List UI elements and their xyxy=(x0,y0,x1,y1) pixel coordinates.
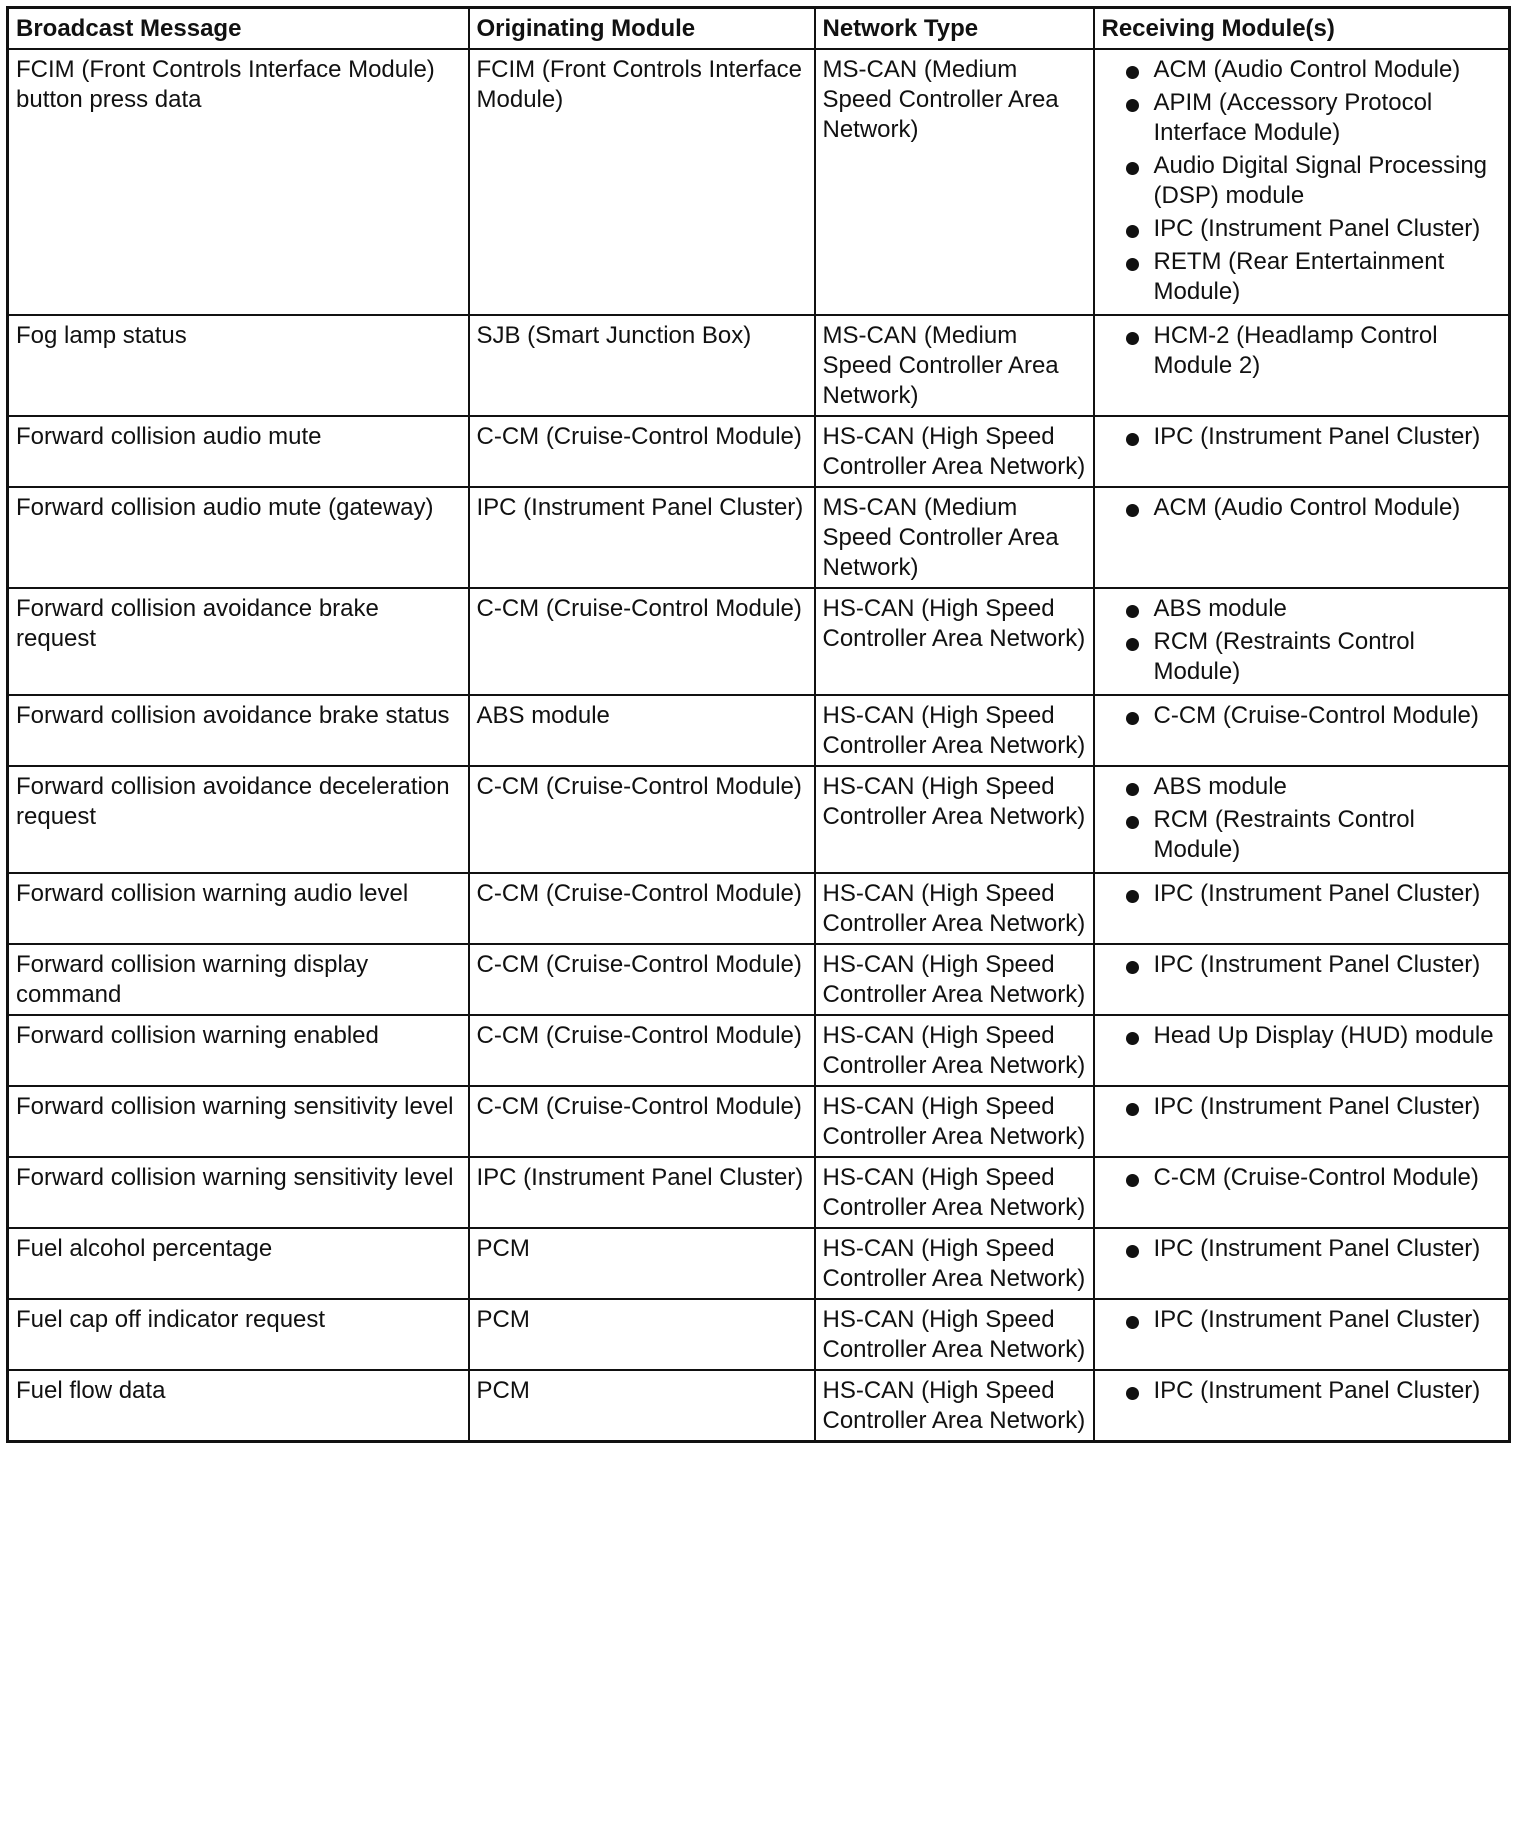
receiving-module-label: IPC (Instrument Panel Cluster) xyxy=(1153,423,1481,450)
receiving-modules-list xyxy=(1102,772,1503,865)
receiving-module-label: IPC (Instrument Panel Cluster) xyxy=(1153,1306,1481,1333)
network-type-cell: HS-CAN (High Speed Controller Area Network) xyxy=(815,1228,1094,1299)
network-type-cell: HS-CAN (High Speed Controller Area Network) xyxy=(815,1370,1094,1442)
bullet-icon xyxy=(1126,66,1139,79)
receiving-modules-list xyxy=(1102,55,1503,307)
receiving-modules-cell xyxy=(1094,766,1510,873)
broadcast-message-cell: Fuel flow data xyxy=(8,1370,469,1442)
receiving-modules-cell xyxy=(1094,416,1510,487)
broadcast-message-cell: Forward collision avoidance deceleration request xyxy=(8,766,469,873)
originating-module-cell: C-CM (Cruise-Control Module) xyxy=(469,944,815,1015)
bullet-icon xyxy=(1126,332,1139,345)
originating-module-cell: C-CM (Cruise-Control Module) xyxy=(469,766,815,873)
originating-module-cell: ABS module xyxy=(469,695,815,766)
list-item xyxy=(1102,1163,1503,1193)
receiving-modules-list xyxy=(1102,422,1503,452)
header-originating-module: Originating Module xyxy=(469,8,815,50)
list-item xyxy=(1102,493,1503,523)
originating-module-cell: PCM xyxy=(469,1370,815,1442)
network-type-cell: HS-CAN (High Speed Controller Area Network) xyxy=(815,588,1094,695)
originating-module-cell: C-CM (Cruise-Control Module) xyxy=(469,1015,815,1086)
list-item xyxy=(1102,1234,1503,1264)
receiving-modules-cell xyxy=(1094,487,1510,588)
receiving-modules-list xyxy=(1102,321,1503,381)
receiving-modules-cell xyxy=(1094,49,1510,315)
receiving-modules-cell xyxy=(1094,1086,1510,1157)
bullet-icon xyxy=(1126,1387,1139,1400)
bullet-icon xyxy=(1126,1174,1139,1187)
originating-module-cell: FCIM (Front Controls Interface Module) xyxy=(469,49,815,315)
receiving-modules-list xyxy=(1102,1376,1503,1406)
table-row xyxy=(8,695,1510,766)
originating-module-cell: C-CM (Cruise-Control Module) xyxy=(469,588,815,695)
originating-module-cell: C-CM (Cruise-Control Module) xyxy=(469,416,815,487)
originating-module-cell: PCM xyxy=(469,1228,815,1299)
receiving-module-label: ACM (Audio Control Module) xyxy=(1153,56,1461,83)
receiving-module-label: C-CM (Cruise-Control Module) xyxy=(1153,702,1479,729)
receiving-modules-list xyxy=(1102,950,1503,980)
list-item xyxy=(1102,627,1503,687)
receiving-module-label: ACM (Audio Control Module) xyxy=(1153,494,1461,521)
network-type-cell: HS-CAN (High Speed Controller Area Network) xyxy=(815,766,1094,873)
list-item xyxy=(1102,214,1503,244)
bullet-icon xyxy=(1126,162,1139,175)
broadcast-message-cell: Fuel alcohol percentage xyxy=(8,1228,469,1299)
receiving-module-label: C-CM (Cruise-Control Module) xyxy=(1153,1164,1479,1191)
bullet-icon xyxy=(1126,1245,1139,1258)
receiving-module-label: Head Up Display (HUD) module xyxy=(1153,1022,1494,1049)
header-broadcast-message: Broadcast Message xyxy=(8,8,469,50)
list-item xyxy=(1102,88,1503,148)
receiving-modules-cell xyxy=(1094,873,1510,944)
bullet-icon xyxy=(1126,1032,1139,1045)
table-row xyxy=(8,1299,1510,1370)
originating-module-cell: IPC (Instrument Panel Cluster) xyxy=(469,1157,815,1228)
network-type-cell: HS-CAN (High Speed Controller Area Network) xyxy=(815,1086,1094,1157)
receiving-module-label: IPC (Instrument Panel Cluster) xyxy=(1153,215,1481,242)
network-type-cell: HS-CAN (High Speed Controller Area Network) xyxy=(815,944,1094,1015)
network-type-cell: HS-CAN (High Speed Controller Area Network) xyxy=(815,1157,1094,1228)
list-item xyxy=(1102,1092,1503,1122)
receiving-modules-list xyxy=(1102,493,1503,523)
broadcast-message-cell: FCIM (Front Controls Interface Module) button press data xyxy=(8,49,469,315)
receiving-module-label: HCM-2 (Headlamp Control Module 2) xyxy=(1153,322,1438,379)
broadcast-message-table xyxy=(6,6,1511,1443)
bullet-icon xyxy=(1126,1103,1139,1116)
broadcast-message-cell: Forward collision warning sensitivity level xyxy=(8,1157,469,1228)
receiving-module-label: IPC (Instrument Panel Cluster) xyxy=(1153,1093,1481,1120)
header-receiving-modules: Receiving Module(s) xyxy=(1094,8,1510,50)
list-item xyxy=(1102,594,1503,624)
table-row xyxy=(8,49,1510,315)
receiving-modules-cell xyxy=(1094,1228,1510,1299)
receiving-modules-cell xyxy=(1094,1157,1510,1228)
list-item xyxy=(1102,701,1503,731)
originating-module-cell: C-CM (Cruise-Control Module) xyxy=(469,873,815,944)
broadcast-message-cell: Forward collision warning sensitivity level xyxy=(8,1086,469,1157)
broadcast-message-cell: Forward collision warning enabled xyxy=(8,1015,469,1086)
originating-module-cell: C-CM (Cruise-Control Module) xyxy=(469,1086,815,1157)
receiving-modules-list xyxy=(1102,1021,1503,1051)
receiving-module-label: ABS module xyxy=(1153,773,1287,800)
network-type-cell: MS-CAN (Medium Speed Controller Area Network) xyxy=(815,49,1094,315)
broadcast-message-cell: Forward collision audio mute xyxy=(8,416,469,487)
broadcast-message-cell: Fog lamp status xyxy=(8,315,469,416)
table-row xyxy=(8,1157,1510,1228)
table-row xyxy=(8,588,1510,695)
bullet-icon xyxy=(1126,605,1139,618)
list-item xyxy=(1102,879,1503,909)
network-type-cell: MS-CAN (Medium Speed Controller Area Network) xyxy=(815,487,1094,588)
network-type-cell: HS-CAN (High Speed Controller Area Network) xyxy=(815,695,1094,766)
network-type-cell: HS-CAN (High Speed Controller Area Network) xyxy=(815,1015,1094,1086)
broadcast-message-cell: Forward collision avoidance brake request xyxy=(8,588,469,695)
list-item xyxy=(1102,1021,1503,1051)
receiving-modules-cell xyxy=(1094,695,1510,766)
bullet-icon xyxy=(1126,99,1139,112)
list-item xyxy=(1102,772,1503,802)
list-item xyxy=(1102,1305,1503,1335)
broadcast-message-cell: Fuel cap off indicator request xyxy=(8,1299,469,1370)
list-item xyxy=(1102,247,1503,307)
list-item xyxy=(1102,1376,1503,1406)
list-item xyxy=(1102,422,1503,452)
bullet-icon xyxy=(1126,1316,1139,1329)
network-type-cell: HS-CAN (High Speed Controller Area Network) xyxy=(815,873,1094,944)
receiving-modules-cell xyxy=(1094,944,1510,1015)
list-item xyxy=(1102,55,1503,85)
network-type-cell: HS-CAN (High Speed Controller Area Network) xyxy=(815,1299,1094,1370)
receiving-module-label: RCM (Restraints Control Module) xyxy=(1153,806,1415,863)
receiving-modules-list xyxy=(1102,879,1503,909)
receiving-modules-list xyxy=(1102,701,1503,731)
receiving-module-label: RETM (Rear Entertainment Module) xyxy=(1153,248,1445,305)
bullet-icon xyxy=(1126,504,1139,517)
broadcast-message-cell: Forward collision avoidance brake status xyxy=(8,695,469,766)
bullet-icon xyxy=(1126,712,1139,725)
list-item xyxy=(1102,950,1503,980)
bullet-icon xyxy=(1126,258,1139,271)
receiving-module-label: IPC (Instrument Panel Cluster) xyxy=(1153,1235,1481,1262)
receiving-module-label: APIM (Accessory Protocol Interface Module) xyxy=(1153,89,1433,146)
network-type-cell: MS-CAN (Medium Speed Controller Area Network) xyxy=(815,315,1094,416)
list-item xyxy=(1102,805,1503,865)
table-header-row xyxy=(8,8,1510,50)
table-row xyxy=(8,766,1510,873)
bullet-icon xyxy=(1126,816,1139,829)
originating-module-cell: SJB (Smart Junction Box) xyxy=(469,315,815,416)
table-row xyxy=(8,944,1510,1015)
receiving-modules-list xyxy=(1102,594,1503,687)
receiving-modules-list xyxy=(1102,1305,1503,1335)
receiving-modules-cell xyxy=(1094,1370,1510,1442)
receiving-module-label: RCM (Restraints Control Module) xyxy=(1153,628,1415,685)
originating-module-cell: PCM xyxy=(469,1299,815,1370)
bullet-icon xyxy=(1126,890,1139,903)
bullet-icon xyxy=(1126,961,1139,974)
list-item xyxy=(1102,321,1503,381)
table-row xyxy=(8,416,1510,487)
receiving-modules-list xyxy=(1102,1234,1503,1264)
bullet-icon xyxy=(1126,225,1139,238)
table-row xyxy=(8,873,1510,944)
bullet-icon xyxy=(1126,638,1139,651)
receiving-module-label: Audio Digital Signal Processing (DSP) module xyxy=(1153,152,1488,209)
receiving-modules-list xyxy=(1102,1092,1503,1122)
header-network-type: Network Type xyxy=(815,8,1094,50)
list-item xyxy=(1102,151,1503,211)
originating-module-cell: IPC (Instrument Panel Cluster) xyxy=(469,487,815,588)
receiving-modules-cell xyxy=(1094,1299,1510,1370)
table-row xyxy=(8,1015,1510,1086)
network-type-cell: HS-CAN (High Speed Controller Area Network) xyxy=(815,416,1094,487)
receiving-modules-list xyxy=(1102,1163,1503,1193)
broadcast-message-cell: Forward collision warning audio level xyxy=(8,873,469,944)
receiving-module-label: IPC (Instrument Panel Cluster) xyxy=(1153,1377,1481,1404)
table-row xyxy=(8,315,1510,416)
table-row xyxy=(8,1228,1510,1299)
table-row xyxy=(8,1086,1510,1157)
bullet-icon xyxy=(1126,433,1139,446)
receiving-module-label: IPC (Instrument Panel Cluster) xyxy=(1153,880,1481,907)
receiving-module-label: ABS module xyxy=(1153,595,1287,622)
table-row xyxy=(8,1370,1510,1442)
table-row xyxy=(8,487,1510,588)
broadcast-message-cell: Forward collision warning display command xyxy=(8,944,469,1015)
broadcast-message-cell: Forward collision audio mute (gateway) xyxy=(8,487,469,588)
receiving-modules-cell xyxy=(1094,315,1510,416)
bullet-icon xyxy=(1126,783,1139,796)
receiving-modules-cell xyxy=(1094,1015,1510,1086)
table-body xyxy=(8,49,1510,1442)
receiving-module-label: IPC (Instrument Panel Cluster) xyxy=(1153,951,1481,978)
receiving-modules-cell xyxy=(1094,588,1510,695)
